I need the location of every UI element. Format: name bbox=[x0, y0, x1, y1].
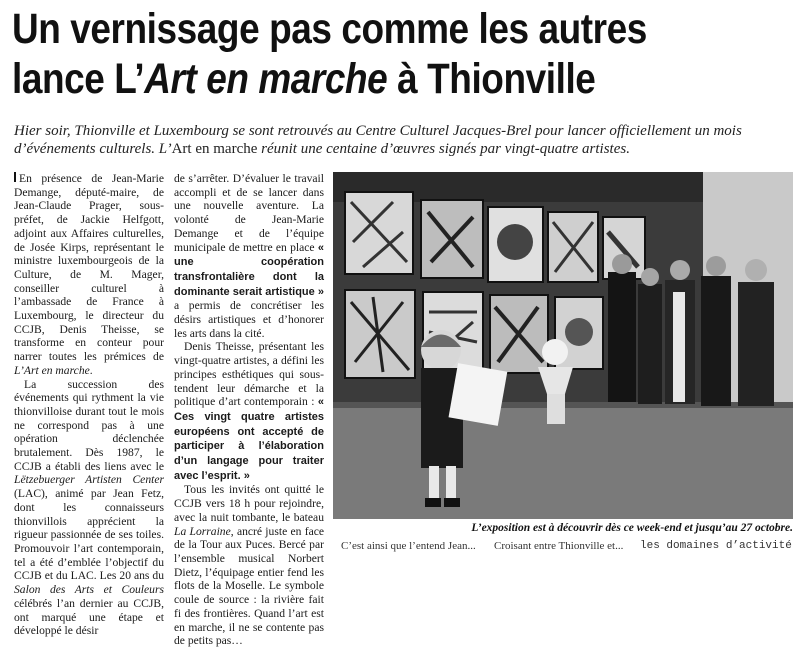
column1-p2-text-a: La succession des événements qui rythment la vie thionvilloise durant tout le mois ne correspond pas à une opération déclenchée brutalement. Dès 1987, le CCJB a établi des liens avec le bbox=[14, 377, 164, 473]
column1-p2-italic-1: Lëtzebuerger Artisten Center bbox=[14, 473, 164, 487]
column1-p2-text-c: célébrés l’an dernier au CCJB, ont marqué une étape et développé le désir bbox=[14, 596, 164, 638]
exhibition-photo bbox=[333, 172, 793, 519]
column2-p3-text-b: , ancré juste en face de la Tour aux Puces. Bercé par l’ensemble musical Norbert Dietz, l’équipage entier fend les flots de la Moselle. Le symbole coule de source : la rivière fait fi des frontières. Quand l’art est en marche, il ne se contente pas de petits pas… bbox=[174, 524, 325, 648]
column-start-bar bbox=[14, 172, 16, 182]
headline bbox=[12, 4, 683, 104]
headline-line-2-start: lance L’ bbox=[12, 55, 145, 103]
column1-p1-text-a: En présence de Jean-Marie Demange, député-maire, de Jean-Claude Prager, sous-préfet, de Jackie Helfgott, adjoint aux Affaires culturelles, de Josée Kirps, représentant le ministre luxembourgeois de la Culture, de M. Mager, conseiller culturel à l’ambassade de France à Luxembourg, le directeur du CCJB, Denis Theisse, se transforme en conteur pour narrer toutes les prémices de bbox=[14, 172, 164, 364]
column2-paragraph-3 bbox=[174, 483, 324, 647]
column1-p1-italic: L’Art en marche bbox=[14, 363, 90, 377]
column2-p2-text-a: Denis Theisse, présentant les vingt-quatre artistes, a défini les principes esthétiques qui sous-tendent leur démarche et la politique d’art contemporain : bbox=[174, 340, 324, 409]
column2-paragraph-1 bbox=[174, 172, 324, 340]
column2-p1-text-b: a permis de concrétiser les désirs artistiques et d’honorer les arts dans la cité. bbox=[174, 299, 324, 340]
column1-paragraph-2 bbox=[14, 378, 164, 638]
column2-p3-italic: La Lorraine bbox=[174, 524, 231, 538]
lede-part-2: Art en marche bbox=[171, 141, 258, 157]
article-column-2 bbox=[174, 172, 324, 648]
lede-part-3: réunit une centaine d’œuvres signés par vingt-quatre artistes. bbox=[257, 141, 630, 157]
column2-p1-text-a: de s’arrêter. D’évaluer le travail accompli et de se lancer dans une nouvelle aventure. La volonté de Jean-Marie Demange et de l’équipe municipale de mettre en place bbox=[174, 172, 324, 254]
headline-line-1: Un vernissage pas comme les autres bbox=[12, 5, 647, 53]
photo-caption: L’exposition est à découvrir dès ce week-end et jusqu’au 27 octobre. bbox=[471, 522, 793, 534]
column1-p2-text-b: (LAC), animé par Jean Fetz, dont les connaisseurs thionvillois apprécient la rigueur passionnée de ses toiles. Promouvoir l’art contemporain, tel a été d’emblée l’objectif du CCJB et du LAC. Les 20 ans du bbox=[14, 487, 164, 583]
column2-p3-text-a: Tous les invités ont quitté le CCJB vers 18 h pour rejoindre, avec la nuit tombante, le bateau bbox=[174, 483, 324, 524]
column1-p2-italic-2: Salon des Arts et Couleurs bbox=[14, 583, 164, 597]
exhibition-photo-scene bbox=[333, 172, 793, 519]
paintings-bottom-row bbox=[345, 290, 603, 378]
lede-part-1: Hier soir, Thionville et Luxembourg se sont retrouvés au Centre Culturel Jacques-Brel pour lancer officiellement un mois d’événements culturels. L’ bbox=[14, 123, 742, 157]
lede-paragraph bbox=[14, 122, 794, 158]
next-column-4-text: Croisant entre Thionville et... bbox=[494, 540, 624, 552]
column2-p1-bold-quote: « une coopération transfrontalière dont la dominante serait artistique » bbox=[174, 241, 324, 298]
headline-line-2-end: à Thionville bbox=[387, 55, 596, 103]
column1-paragraph-1 bbox=[14, 172, 164, 378]
headline-line-2-italic: Art en marche bbox=[144, 55, 388, 103]
column2-paragraph-2 bbox=[174, 340, 324, 483]
next-column-5-text: les domaines d’activité bbox=[640, 540, 792, 552]
next-column-3-text: C’est ainsi que l’entend Jean... bbox=[341, 540, 476, 552]
column2-p2-bold-quote: « Ces vingt quatre artistes européens ont accepté de participer à l’élaboration d’un langage pour traiter avec l’esprit. » bbox=[174, 396, 324, 482]
article-column-1 bbox=[14, 172, 164, 638]
column1-p1-text-b: . bbox=[89, 363, 93, 377]
